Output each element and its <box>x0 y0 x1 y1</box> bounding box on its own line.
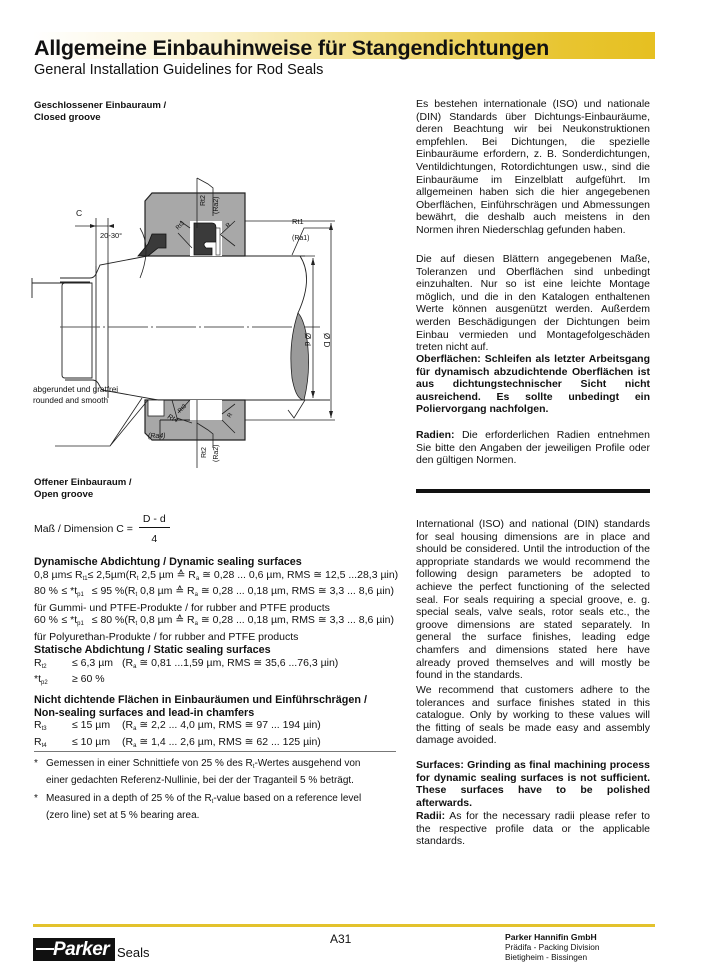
non-sealing-heading-en: Non-sealing surfaces and lead-in chamfers <box>34 706 255 719</box>
detail-sub: t <box>135 621 138 628</box>
surfaces-text-en: Surfaces: Grinding as final machining process for dynamic sealing surfaces is not sufficient. These surfaces have to be polished afterwards. <box>416 759 650 809</box>
open-groove-heading-de: Offener Einbauraum / <box>34 477 132 488</box>
label-ra2-top: (Ra2) <box>213 196 220 214</box>
dynamic-sealing-section <box>34 556 399 644</box>
detail-mid: 2,5 µm ≙ R <box>138 568 196 581</box>
label-rt3-bottom: Rt3 <box>177 403 189 415</box>
detail-sub: t <box>136 575 139 582</box>
company-name: Parker Hannifin GmbH <box>505 932 597 942</box>
static-sealing-section <box>34 644 394 690</box>
label-ra1: (Ra1) <box>292 235 310 242</box>
open-groove-heading-en: Open groove <box>34 488 94 500</box>
value: ≤ 10 µm <box>72 735 111 748</box>
radii-body-en: As for the necessary radii please refer to the respective profile data or the applicable standards. <box>416 810 650 848</box>
symbol: R <box>34 656 42 669</box>
non-sealing-section <box>34 694 394 752</box>
non-sealing-heading-de: Nicht dichtende Flächen in Einbauräumen und Einführschrägen / <box>34 694 367 706</box>
detail-sub: a <box>133 726 137 733</box>
detail-sub2: a <box>194 621 198 628</box>
label-rt2-top: Rt2 <box>200 195 207 206</box>
chamfer-note-de: abgerundet und gratfrei <box>33 385 119 394</box>
label-diameter-D: Ø D <box>322 333 331 348</box>
radii-label-de: Radien: <box>416 429 455 441</box>
dynamic-note: für Polyurethan-Produkte / for rubber and PTFE products <box>34 630 299 643</box>
detail-sub: a <box>133 663 137 670</box>
value-max: ≤ 80 % <box>91 614 125 627</box>
radii-body-de: Die erforderlichen Radien entnehmen Sie bitte den Angaben der jeweiligen Profile oder den gültigen Normen. <box>416 429 650 467</box>
radii-text-en <box>416 810 650 848</box>
column-divider <box>416 489 650 493</box>
footnote-text-end: -Wertes ausgehend von einer gedachten Referenz-Nullinie, bei der der Traganteil 5 % beträgt. <box>46 758 361 786</box>
open-groove-heading <box>34 477 394 500</box>
value: ≥ 60 % <box>72 673 105 686</box>
detail-sub: t <box>135 592 138 599</box>
detail-mid: 0,8 µm ≙ R <box>137 614 195 627</box>
logo-bar <box>36 948 54 950</box>
value-max: ≤ 95 % <box>91 585 125 598</box>
detail-tail: ≅ 2,2 ... 4,0 µm, RMS ≅ 97 ... 194 µin) <box>136 719 321 732</box>
footnote-star: * <box>34 758 38 769</box>
footnote-text-end: -value based on a reference level (zero line) set at 5 % bearing area. <box>46 793 362 821</box>
symbol-sub: t4 <box>41 742 47 749</box>
dimension-formula <box>34 513 170 545</box>
dynamic-row <box>34 568 399 586</box>
dynamic-heading: Dynamische Abdichtung / Dynamic sealing surfaces <box>34 556 302 568</box>
symbol: R <box>34 719 42 732</box>
intro-text-de: Es bestehen internationale (ISO) und nationale (DIN) Standards über Dichtungs-Einbauräume, deren Beachtung wir bei Neukonstruktionen empfehlen. Bei Dichtungen, die spezielle Einbauräume erfordern, z. B. Sonderdichtungen, Ventildichtungen, Rotordichtungen usw., sind die Einbauräume im Einzelblatt aufgeführt. Im allgemeinen haben sich die hier angegebenen Oberflächen, Einführschrägen und Abmessungen bewährt, die deshalb auch meistens in den Normen ihren Niederschlag gefunden haben. <box>416 98 650 236</box>
page-number: A31 <box>330 932 352 946</box>
tolerance-text-de: Die auf diesen Blättern angegebenen Maße, Toleranzen und Oberflächen sind unbedingt einzuhalten. Nur so ist eine leichte Montage möglich, und die in den Katalogen enthaltenen Werte können ausgenützt werden. Außerdem werden Beschädigungen der Dichtungen beim Einbau vermieden und Montagefolgeschäden treten nicht auf. <box>416 253 650 354</box>
detail-sub: a <box>133 742 137 749</box>
footnote-star: * <box>34 793 38 804</box>
label-ra2-bottom: (Ra2) <box>213 444 220 462</box>
footnote-sub: t <box>211 799 214 805</box>
company-info <box>505 932 600 962</box>
value-max: ≤ 2,5µm <box>87 568 126 581</box>
value: ≤ 15 µm <box>72 719 111 732</box>
detail-tail: ≅ 0,28 ... 0,18 µm, RMS ≅ 3,3 ... 8,6 µin) <box>197 614 394 627</box>
symbol: ≤ *t <box>61 585 78 598</box>
label-rt2-bottom: Rt2 <box>201 447 208 458</box>
closed-groove-heading-en: Closed groove <box>34 111 101 123</box>
detail-open: (R <box>122 735 134 748</box>
page-subtitle: General Installation Guidelines for Rod Seals <box>34 62 324 78</box>
non-sealing-row <box>34 736 394 753</box>
dynamic-row <box>34 585 394 602</box>
symbol-sub: t3 <box>41 726 47 733</box>
chamfer-note <box>33 384 118 406</box>
detail-open: (R <box>124 585 136 598</box>
fraction-numerator: D - d <box>139 513 170 528</box>
label-rt1: Rt1 <box>292 217 304 226</box>
radii-label-en: Radii: <box>416 810 446 822</box>
label-r-top: R <box>225 222 233 230</box>
company-location: Bietigheim - Bissingen <box>505 952 588 962</box>
symbol: ≤ *t <box>61 614 78 627</box>
divider <box>34 751 396 752</box>
footnote-de <box>34 757 384 787</box>
detail-open: (R <box>124 614 136 627</box>
dimension-fraction <box>139 513 170 545</box>
dynamic-note: für Gummi- und PTFE-Produkte / for rubber and PTFE products <box>34 601 330 614</box>
value-min: 80 % <box>34 585 58 598</box>
footnote-sub: t <box>252 764 255 770</box>
symbol-sub: p1 <box>77 621 84 628</box>
detail-sub2: a <box>194 592 198 599</box>
symbol: *t <box>34 673 42 686</box>
rod-seal-groove-diagram <box>30 118 400 468</box>
parker-logo <box>33 938 115 961</box>
footnote-text: Measured in a depth of 25 % of the R <box>46 793 212 804</box>
page-title: Allgemeine Einbauhinweise für Stangendichtungen <box>34 36 550 60</box>
detail-sub2: a <box>195 575 200 582</box>
detail-tail: ≅ 1,4 ... 2,6 µm, RMS ≅ 62 ... 125 µin) <box>136 735 321 748</box>
value-min: 60 % <box>34 614 58 627</box>
static-row <box>34 657 394 674</box>
dynamic-row <box>34 614 394 631</box>
label-c: C <box>76 208 83 218</box>
detail-open: (R <box>122 719 134 732</box>
closed-groove-heading-de: Geschlossener Einbauraum / <box>34 100 167 111</box>
tolerance-text-en: We recommend that customers adhere to the tolerances and surface finishes stated in this catalogue. Only by working to these values will the fitting of seals be made easy and assembly damage avoided. <box>416 684 650 747</box>
intro-text-en: International (ISO) and national (DIN) standards for seal housing dimensions are in place and should be considered. Until the introduction of the appropriate standards we would recommend the following design parameters be adopted to achieve the perfect functioning of the selected seal. For seals requiring a special groove, e. g. special seals, valve seals, rotor seals etc., the groove dimensions are stated separately. In general the surface finishes, leading edge chamfers and dimensions stated here have already proved themselves and will mostly be found in the standards. <box>416 518 650 682</box>
static-row <box>34 673 394 690</box>
rod-break-section <box>291 313 309 400</box>
company-division: Prädifa - Packing Division <box>505 942 600 952</box>
symbol: ≤ R <box>66 568 83 581</box>
label-diameter-d: Ø d <box>303 333 312 346</box>
value-min: 0,8 µm <box>34 568 67 581</box>
symbol-sub: t2 <box>41 663 47 670</box>
symbol-sub: p2 <box>41 680 48 687</box>
detail-open: (R <box>125 568 137 581</box>
detail-mid: 0,8 µm ≙ R <box>137 585 195 598</box>
dimension-label: Maß / Dimension C = <box>34 523 133 535</box>
label-rt3-top: Rt3 <box>175 220 187 232</box>
label-angle: 20-30° <box>100 231 123 240</box>
footer-accent-rule <box>33 924 655 927</box>
symbol-sub: p1 <box>77 592 84 599</box>
radii-text-de <box>416 429 650 467</box>
detail-tail: ≅ 0,28 ... 0,6 µm, RMS ≅ 12,5 ...28,3 µin) <box>199 568 399 581</box>
footnote-en <box>34 792 384 822</box>
label-r-bottom: R <box>226 412 235 420</box>
logo-wordmark: Parker <box>53 939 110 960</box>
surfaces-text-de: Oberflächen: Schleifen als letzter Arbeitsgang für dynamisch abzudichtende Oberflächen ist aus dichtungstechnischer Sicht nicht ausreichend. Es sollte unbedingt ein Poliervorgang nachfolgen. <box>416 353 650 416</box>
symbol: R <box>34 735 42 748</box>
detail-tail: ≅ 0,28 ... 0,18 µm, RMS ≅ 3,3 ... 8,6 µin) <box>197 585 394 598</box>
symbol-sub: t1 <box>82 575 88 582</box>
value: ≤ 6,3 µm <box>72 656 113 669</box>
detail-tail: ≅ 0,81 ...1,59 µm, RMS ≅ 35,6 ...76,3 µin) <box>136 656 339 669</box>
static-heading: Statische Abdichtung / Static sealing surfaces <box>34 644 271 656</box>
label-rt4: Rt4 <box>166 413 179 425</box>
fraction-denominator: 4 <box>151 533 158 545</box>
footnote-text: Gemessen in einer Schnittiefe von 25 % des R <box>46 758 253 769</box>
non-sealing-row <box>34 719 394 736</box>
logo-suffix: Seals <box>117 945 150 960</box>
label-ra4: (Ra4) <box>148 433 166 440</box>
chamfer-note-en: rounded and smooth <box>33 396 109 405</box>
detail-open: (R <box>122 656 134 669</box>
